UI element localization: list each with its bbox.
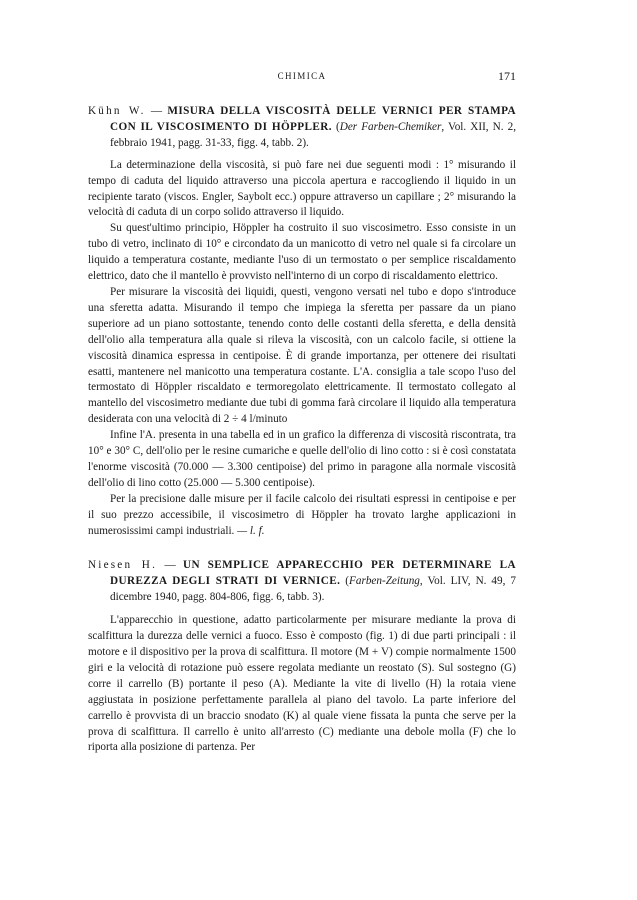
- page-body: [88, 104, 516, 756]
- running-head: CHIMICA: [277, 71, 327, 81]
- heading-dash: —: [145, 105, 168, 117]
- paragraph: La determinazione della viscosità, si può fare nei due seguenti modi : 1° misurando il tempo di caduta del liquido attraverso una piccola apertura e raccogliendo il liquido in un recipiente tarato (viscos. Engler, Saybolt ecc.) oppure attraverso un capillare ; 2° misurando la velocità di caduta di un corpo solido attraverso il liquido.: [88, 158, 516, 219]
- abstract-kuhn: [88, 104, 516, 539]
- source-journal: Farben-Zeitung: [349, 575, 420, 588]
- source-details: , Vol. XII, N. 2, febbraio 1941, pagg. 31-33, figg. 4, tabb. 2).: [110, 120, 517, 149]
- paragraph: L'apparecchio in questione, adatto particolarmente per misurare mediante la prova di scalfittura la durezza delle vernici a fuoco. Esso è composto (fig. 1) di due parti principali : il motore e il dispositivo per la prova di scalfittura. Il motore (M + V) compie normalmente 1500 giri e la velocità di rotazione può essere regolata mediante un reostato (S). Sul sostegno (G) corre il carrello (B) portante il peso (A). Mediante la vite di livello (H) la rotaia viene aggiustata in posizione perfettamente parallela al piano del tavolo. La parte inferiore del carrello è provvista di un braccio snodato (K) al quale viene fissata la punta che serve per la prova di scalfittura. Il carrello è unito all'arresto (C) mediante una debole molla (F) che lo riporta alla posizione di partenza. Per: [88, 614, 516, 754]
- page-header: [88, 71, 516, 87]
- paragraph: Infine l'A. presenta in una tabella ed in un grafico la differenza di viscosità riscontrata, tra 10° e 30° C, dell'olio per le resine cumariche e quelle dell'olio di lino cotto : si è così constatata l'enorme viscosità (70.000 — 3.300 centipoise) del primo in paragone alla normale viscosità dell'olio di lino cotto (25.000 — 5.300 centipoise).: [88, 429, 516, 489]
- source-journal: Der Farben-Chemiker: [339, 120, 442, 133]
- paragraph: Su quest'ultimo principio, Höppler ha costruito il suo viscosimetro. Esso consiste in un tubo di vetro, inclinato di 10° e circondato da un manicotto di vetro nel quale si fa circolare un liquido a temperatura costante, mediante l'uso di un termostato o per semplice riscaldamento elettrico, dato che il mantello è provvisto nell'interno di un corpo di riscaldamento elettrico.: [88, 222, 516, 283]
- source-details: , Vol. LIV, N. 49, 7 dicembre 1940, pagg. 804-806, figg. 6, tabb. 3).: [110, 575, 516, 604]
- reviewer-signature: — l. f.: [234, 524, 265, 537]
- entry-heading: [88, 558, 516, 606]
- paragraph-text: Per la precisione dalle misure per il facile calcolo dei risultati espressi in centipoise e per il suo prezzo accessibile, il viscosimetro di Höppler ha trovato larghe applicazioni in numerosissimi campi industriali.: [88, 492, 516, 537]
- source-open: (: [340, 575, 350, 588]
- page-number: 171: [498, 69, 516, 83]
- abstract-niesen: [88, 558, 516, 756]
- heading-dash: —: [157, 559, 183, 572]
- paragraph: Per misurare la viscosità dei liquidi, questi, vengono versati nel tubo e dopo s'introduce una sferetta adatta. Misurando il tempo che impiega la sferetta per passare da un piano superiore ad un piano sottostante, tenendo conto delle costanti della sferetta, e della densità dell'olio alla temperatura alla quale si rileva la viscosità, con un calcolo facile, si ottiene la viscosità dinamica espressa in centipoise. È di grande importanza, per ottenere dei risultati esatti, mantenere nel manicotto una temperatura costante. L'A. consiglia a tale scopo l'uso del termostato di Höppler riscaldato e termoregolato elettricamente. Il termostato collegato al mantello del viscosimetro mediante due tubi di gomma farà circolare il liquido alla temperatura desiderata con una velocità di 2 ÷ 4 l/minuto: [88, 285, 516, 426]
- author-name: Niesen H.: [88, 559, 158, 572]
- author-name: Kühn W.: [88, 105, 146, 117]
- entry-heading: [88, 104, 516, 152]
- paragraph-final: [88, 492, 516, 540]
- article-title: UN SEMPLICE APPARECCHIO PER DETERMINARE LA DUREZZA DEGLI STRATI DI VERNICE.: [110, 559, 516, 588]
- article-title: MISURA DELLA VISCOSITÀ DELLE VERNICI PER STAMPA CON IL VISCOSIMENTO DI HÖPPLER.: [110, 105, 516, 133]
- source-open: (: [331, 120, 340, 133]
